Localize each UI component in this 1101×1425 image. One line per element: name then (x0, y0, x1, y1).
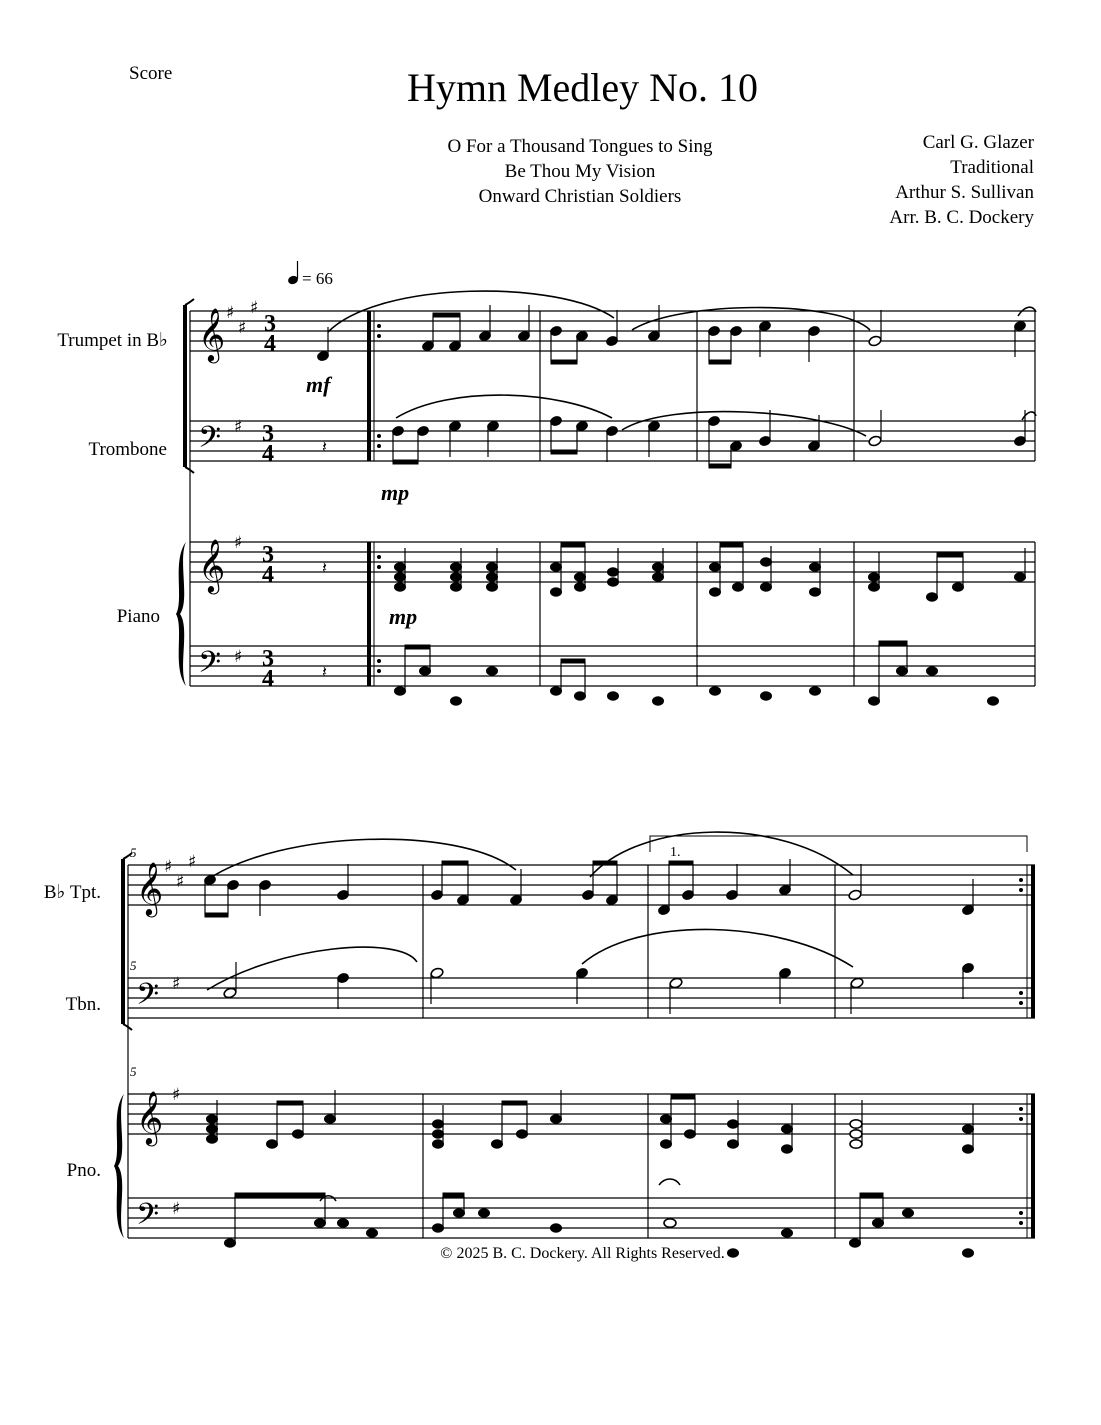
volta-label: 1. (670, 845, 681, 860)
svg-text:4: 4 (262, 562, 274, 588)
svg-text:3: 3 (262, 421, 274, 447)
arranger: Arr. B. C. Dockery (889, 207, 1034, 228)
svg-text:4: 4 (262, 666, 274, 692)
treble-clef-icon: 𝄞 (136, 1090, 164, 1144)
score-label: Score (129, 63, 173, 84)
instrument-label-trumpet-short: B♭ Tpt. (43, 882, 101, 903)
piano-bass-staff-2 (128, 1198, 1035, 1238)
tempo-mark (287, 261, 333, 288)
instrument-label-piano-short: Pno. (66, 1160, 101, 1181)
bass-clef-icon: 𝄢 (136, 978, 160, 1019)
volta-bracket (650, 836, 1027, 860)
time-signatures (262, 311, 276, 692)
svg-text:♯: ♯ (250, 298, 259, 318)
clefs (136, 307, 225, 1239)
instrument-label-trombone: Trombone (88, 439, 167, 460)
svg-text:5: 5 (130, 958, 137, 973)
piano-bass-staff (190, 646, 1035, 686)
svg-text:♯: ♯ (172, 974, 181, 994)
svg-text:𝄽: 𝄽 (322, 558, 327, 577)
svg-text:♯: ♯ (238, 318, 247, 338)
instrument-label-trumpet: Trumpet in B♭ (57, 330, 168, 351)
svg-text:3: 3 (262, 542, 274, 568)
svg-text:𝄽: 𝄽 (322, 662, 327, 681)
bass-clef-icon: 𝄢 (198, 421, 222, 462)
subtitle-3: Onward Christian Soldiers (478, 186, 682, 207)
svg-text:♯: ♯ (234, 417, 243, 437)
repeat-start (367, 311, 381, 686)
time-sig-top: 3 (264, 311, 276, 337)
trombone-staff-2 (128, 978, 1035, 1018)
svg-text:5: 5 (130, 1064, 137, 1079)
tempo-text: = 66 (302, 269, 333, 288)
svg-text:♯: ♯ (234, 647, 243, 667)
time-sig-bottom: 4 (264, 331, 276, 357)
subtitle-1: O For a Thousand Tongues to Sing (447, 136, 713, 157)
svg-text:4: 4 (262, 441, 274, 467)
treble-clef-icon: 𝄞 (136, 861, 164, 915)
svg-text:𝄽: 𝄽 (322, 437, 327, 456)
piece-title: Hymn Medley No. 10 (406, 65, 759, 110)
treble-clef-icon: 𝄞 (198, 538, 226, 592)
svg-text:♯: ♯ (188, 852, 197, 872)
svg-text:5: 5 (130, 845, 137, 860)
dynamic-trombone: mp (381, 480, 410, 505)
subtitle-2: Be Thou My Vision (504, 161, 656, 182)
svg-text:♯: ♯ (164, 857, 173, 877)
treble-clef-icon: 𝄞 (198, 307, 226, 361)
svg-text:♯: ♯ (176, 872, 185, 892)
instrument-label-piano: Piano (116, 606, 160, 627)
svg-text:3: 3 (262, 646, 274, 672)
composer-1: Carl G. Glazer (922, 132, 1034, 153)
svg-text:♯: ♯ (172, 1085, 181, 1105)
dynamic-trumpet: mf (306, 372, 331, 397)
brackets (123, 299, 197, 1030)
composer-3: Arthur S. Sullivan (895, 182, 1034, 203)
piano-treble-staff-2 (128, 1094, 1035, 1134)
bass-clef-icon: 𝄢 (136, 1198, 160, 1239)
dynamic-piano: mp (389, 604, 418, 629)
slurs (207, 291, 1036, 1201)
copyright-notice: © 2025 B. C. Dockery. All Rights Reserved. (440, 1245, 725, 1262)
svg-text:♯: ♯ (172, 1199, 181, 1219)
repeat-end (1019, 865, 1035, 1238)
svg-text:♯: ♯ (234, 533, 243, 553)
svg-text:♯: ♯ (226, 303, 235, 323)
bass-clef-icon: 𝄢 (198, 646, 222, 687)
composer-2: Traditional (950, 157, 1034, 178)
instrument-label-trombone-short: Tbn. (65, 994, 101, 1015)
